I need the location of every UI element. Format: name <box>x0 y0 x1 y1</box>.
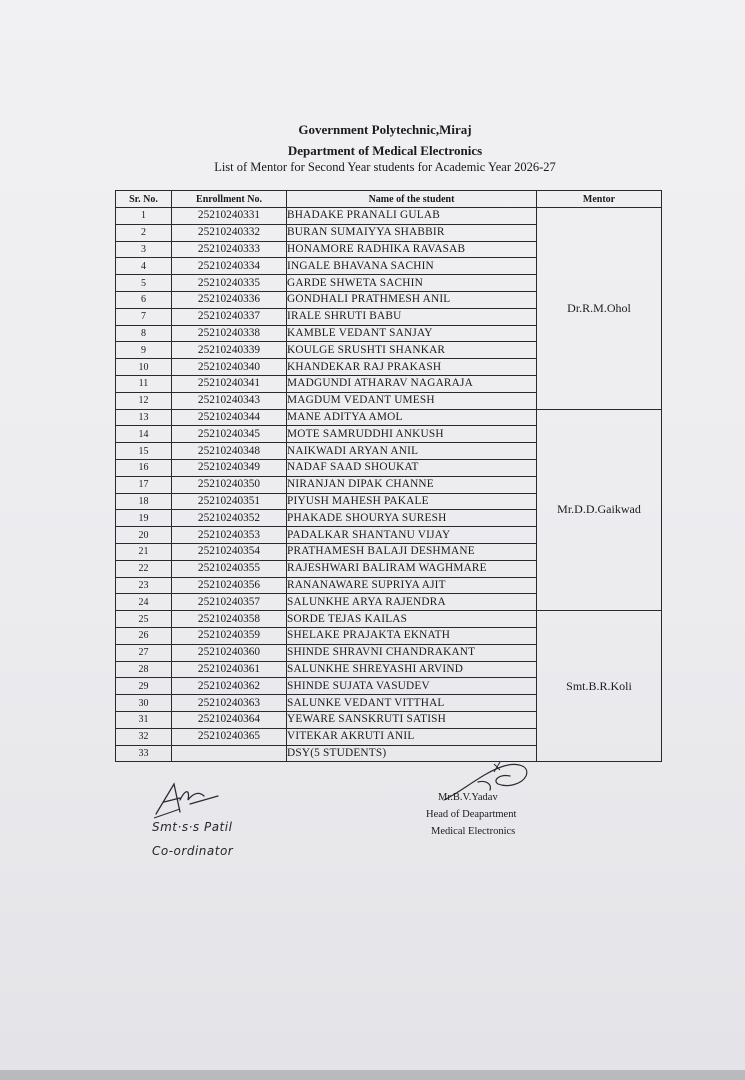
sr-cell: 15 <box>116 443 172 460</box>
sr-cell: 14 <box>116 426 172 443</box>
sr-cell: 9 <box>116 342 172 359</box>
student-name-cell: SORDE TEJAS KAILAS <box>287 611 537 628</box>
sr-cell: 21 <box>116 543 172 560</box>
mentor-cell: Dr.R.M.Ohol <box>537 208 662 410</box>
enrollment-cell: 25210240365 <box>172 728 287 745</box>
enrollment-cell: 25210240335 <box>172 275 287 292</box>
sr-cell: 4 <box>116 258 172 275</box>
table-body <box>116 208 662 762</box>
hod-department: Medical Electronics <box>431 826 516 837</box>
enrollment-cell: 25210240341 <box>172 375 287 392</box>
sr-cell: 33 <box>116 745 172 762</box>
student-name-cell: BURAN SUMAIYYA SHABBIR <box>287 224 537 241</box>
student-name-cell: GONDHALI PRATHMESH ANIL <box>287 291 537 308</box>
sr-cell: 17 <box>116 476 172 493</box>
student-name-cell: HONAMORE RADHIKA RAVASAB <box>287 241 537 258</box>
enrollment-cell: 25210240364 <box>172 711 287 728</box>
enrollment-cell: 25210240359 <box>172 627 287 644</box>
student-name-cell: PHAKADE SHOURYA SURESH <box>287 510 537 527</box>
sr-cell: 22 <box>116 560 172 577</box>
enrollment-cell: 25210240340 <box>172 359 287 376</box>
student-name-cell: BHADAKE PRANALI GULAB <box>287 208 537 225</box>
enrollment-cell: 25210240352 <box>172 510 287 527</box>
enrollment-cell: 25210240334 <box>172 258 287 275</box>
enrollment-cell: 25210240333 <box>172 241 287 258</box>
hod-role: Head of Deapartment <box>426 809 517 820</box>
mentor-table <box>115 190 662 762</box>
sr-cell: 3 <box>116 241 172 258</box>
table-row <box>116 611 662 628</box>
scan-bottom-edge <box>0 1070 745 1080</box>
coordinator-name: Smt·s·s Patil <box>152 820 233 834</box>
enrollment-cell: 25210240357 <box>172 594 287 611</box>
student-name-cell: KAMBLE VEDANT SANJAY <box>287 325 537 342</box>
column-header-mentor: Mentor <box>537 191 662 208</box>
enrollment-cell: 25210240356 <box>172 577 287 594</box>
enrollment-cell: 25210240337 <box>172 308 287 325</box>
sr-cell: 26 <box>116 627 172 644</box>
column-header-name: Name of the student <box>287 191 537 208</box>
enrollment-cell: 25210240350 <box>172 476 287 493</box>
coordinator-signature-mark <box>150 778 230 820</box>
student-name-cell: SHINDE SHRAVNI CHANDRAKANT <box>287 644 537 661</box>
student-name-cell: NIRANJAN DIPAK CHANNE <box>287 476 537 493</box>
sr-cell: 6 <box>116 291 172 308</box>
sr-cell: 27 <box>116 644 172 661</box>
enrollment-cell: 25210240345 <box>172 426 287 443</box>
student-name-cell: DSY(5 STUDENTS) <box>287 745 537 762</box>
sr-cell: 1 <box>116 208 172 225</box>
sr-cell: 20 <box>116 527 172 544</box>
enrollment-cell: 25210240358 <box>172 611 287 628</box>
mentor-cell: Smt.B.R.Koli <box>537 611 662 762</box>
sr-cell: 7 <box>116 308 172 325</box>
student-name-cell: IRALE SHRUTI BABU <box>287 308 537 325</box>
sr-cell: 30 <box>116 695 172 712</box>
enrollment-cell: 25210240348 <box>172 443 287 460</box>
student-name-cell: INGALE BHAVANA SACHIN <box>287 258 537 275</box>
sr-cell: 31 <box>116 711 172 728</box>
sr-cell: 18 <box>116 493 172 510</box>
sr-cell: 13 <box>116 409 172 426</box>
student-name-cell: NAIKWADI ARYAN ANIL <box>287 443 537 460</box>
sr-cell: 28 <box>116 661 172 678</box>
student-name-cell: KOULGE SRUSHTI SHANKAR <box>287 342 537 359</box>
sr-cell: 24 <box>116 594 172 611</box>
enrollment-cell <box>172 745 287 762</box>
student-name-cell: MADGUNDI ATHARAV NAGARAJA <box>287 375 537 392</box>
table-header-row <box>116 191 662 208</box>
enrollment-cell: 25210240344 <box>172 409 287 426</box>
student-name-cell: PADALKAR SHANTANU VIJAY <box>287 527 537 544</box>
student-name-cell: SHELAKE PRAJAKTA EKNATH <box>287 627 537 644</box>
student-name-cell: SALUNKHE SHREYASHI ARVIND <box>287 661 537 678</box>
enrollment-cell: 25210240339 <box>172 342 287 359</box>
enrollment-cell: 25210240362 <box>172 678 287 695</box>
enrollment-cell: 25210240360 <box>172 644 287 661</box>
enrollment-cell: 25210240351 <box>172 493 287 510</box>
student-name-cell: PRATHAMESH BALAJI DESHMANE <box>287 543 537 560</box>
enrollment-cell: 25210240338 <box>172 325 287 342</box>
student-name-cell: YEWARE SANSKRUTI SATISH <box>287 711 537 728</box>
enrollment-cell: 25210240361 <box>172 661 287 678</box>
sr-cell: 19 <box>116 510 172 527</box>
sr-cell: 11 <box>116 375 172 392</box>
student-name-cell: SALUNKHE ARYA RAJENDRA <box>287 594 537 611</box>
sr-cell: 5 <box>116 275 172 292</box>
student-name-cell: RAJESHWARI BALIRAM WAGHMARE <box>287 560 537 577</box>
column-header-enrollment: Enrollment No. <box>172 191 287 208</box>
student-name-cell: MOTE SAMRUDDHI ANKUSH <box>287 426 537 443</box>
enrollment-cell: 25210240343 <box>172 392 287 409</box>
sr-cell: 23 <box>116 577 172 594</box>
sr-cell: 32 <box>116 728 172 745</box>
mentor-cell: Mr.D.D.Gaikwad <box>537 409 662 611</box>
enrollment-cell: 25210240336 <box>172 291 287 308</box>
enrollment-cell: 25210240331 <box>172 208 287 225</box>
table-row <box>116 409 662 426</box>
sr-cell: 12 <box>116 392 172 409</box>
enrollment-cell: 25210240355 <box>172 560 287 577</box>
student-name-cell: NADAF SAAD SHOUKAT <box>287 459 537 476</box>
institute-title: Government Polytechnic,Miraj <box>298 122 472 137</box>
student-name-cell: PIYUSH MAHESH PAKALE <box>287 493 537 510</box>
student-name-cell: SHINDE SUJATA VASUDEV <box>287 678 537 695</box>
student-name-cell: RANANAWARE SUPRIYA AJIT <box>287 577 537 594</box>
department-title: Department of Medical Electronics <box>287 143 483 158</box>
enrollment-cell: 25210240353 <box>172 527 287 544</box>
hod-name: Mr.B.V.Yadav <box>438 792 498 803</box>
enrollment-cell: 25210240349 <box>172 459 287 476</box>
sr-cell: 16 <box>116 459 172 476</box>
sr-cell: 10 <box>116 359 172 376</box>
sr-cell: 2 <box>116 224 172 241</box>
sr-cell: 8 <box>116 325 172 342</box>
coordinator-signature-block <box>150 778 234 858</box>
student-name-cell: MAGDUM VEDANT UMESH <box>287 392 537 409</box>
sr-cell: 25 <box>116 611 172 628</box>
sr-cell: 29 <box>116 678 172 695</box>
student-name-cell: KHANDEKAR RAJ PRAKASH <box>287 359 537 376</box>
enrollment-cell: 25210240354 <box>172 543 287 560</box>
column-header-sr: Sr. No. <box>116 191 172 208</box>
student-name-cell: VITEKAR AKRUTI ANIL <box>287 728 537 745</box>
enrollment-cell: 25210240363 <box>172 695 287 712</box>
student-name-cell: GARDE SHWETA SACHIN <box>287 275 537 292</box>
coordinator-role: Co-ordinator <box>152 844 234 858</box>
student-name-cell: SALUNKE VEDANT VITTHAL <box>287 695 537 712</box>
enrollment-cell: 25210240332 <box>172 224 287 241</box>
table-row <box>116 208 662 225</box>
document-subtitle: List of Mentor for Second Year students for Academic Year 2026-27 <box>214 160 556 174</box>
student-name-cell: MANE ADITYA AMOL <box>287 409 537 426</box>
